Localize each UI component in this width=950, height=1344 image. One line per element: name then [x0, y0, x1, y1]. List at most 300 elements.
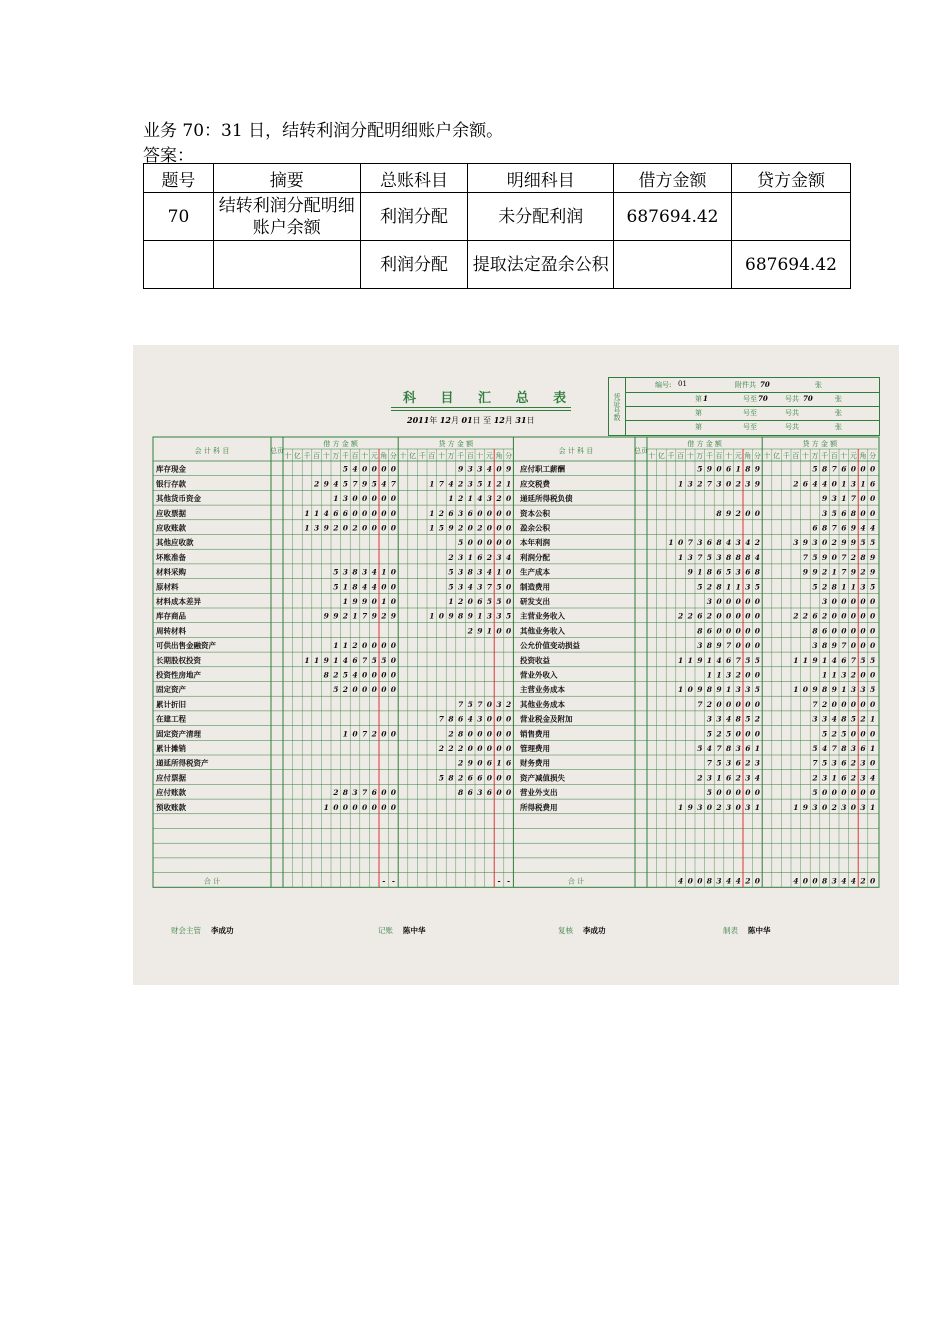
amount-digit: 3 [725, 758, 732, 768]
amount-digit: 2 [448, 729, 454, 739]
amount-digit: 5 [697, 744, 703, 753]
amount-digit: 2 [706, 611, 713, 621]
amount-digit: 0 [725, 479, 732, 489]
amount-digit: 7 [850, 655, 857, 665]
amount-digit: 3 [860, 758, 866, 768]
amount-digit: 3 [812, 641, 818, 651]
amount-digit: 0 [496, 508, 502, 518]
amount-digit: 9 [323, 655, 329, 665]
amount-digit: 2 [486, 552, 493, 562]
amount-digit: 0 [352, 729, 358, 739]
amount-digit: 9 [831, 685, 837, 695]
amount-digit: 3 [850, 479, 857, 489]
amount-digit: 5 [869, 685, 876, 695]
amount-digit: 3 [821, 508, 828, 518]
amount-digit: 0 [860, 699, 866, 709]
amount-digit: 0 [496, 626, 502, 636]
amount-digit: 0 [869, 626, 876, 636]
amount-digit: 9 [850, 523, 857, 533]
amount-digit: 5 [486, 597, 493, 606]
amount-digit: 0 [860, 494, 866, 504]
amount-digit: 0 [860, 611, 866, 621]
amount-digit: 9 [448, 611, 454, 621]
amount-digit: 2 [496, 494, 502, 504]
amount-digit: 8 [706, 641, 713, 651]
amount-digit: 7 [841, 641, 847, 651]
account-name: 投资性房地产 [156, 670, 201, 680]
voucher-side-label: 凭证号数 [609, 378, 626, 435]
digit-header: 千 [418, 452, 426, 460]
amount-digit: 0 [716, 788, 722, 798]
digit-header: 百 [715, 452, 723, 460]
digit-header: 万 [332, 452, 340, 460]
amount-digit: 5 [448, 567, 454, 577]
amount-digit: 4 [352, 464, 358, 474]
digit-header: 十 [725, 452, 733, 460]
amount-digit: 4 [467, 582, 473, 592]
amount-digit: 6 [716, 567, 722, 577]
amount-digit: 0 [831, 699, 837, 709]
amount-digit: 6 [697, 611, 703, 621]
amount-digit: 0 [371, 464, 377, 474]
amount-digit: 4 [745, 538, 751, 548]
amount-digit: 2 [802, 611, 809, 621]
amount-digit: 5 [812, 582, 818, 592]
amount-digit: 6 [706, 626, 713, 636]
amount-digit: 0 [505, 494, 512, 504]
amount-digit: 6 [477, 552, 483, 562]
amount-digit: 0 [477, 744, 483, 753]
account-name: 生产成本 [520, 567, 550, 577]
debit-header: 借 方 金 额 [687, 440, 722, 448]
account-name: 应交税费 [520, 479, 550, 489]
cell-summary: 结转利润分配明细账户余额 [213, 193, 360, 241]
amount-digit: 0 [869, 699, 876, 709]
amount-digit: 5 [496, 582, 502, 592]
amount-digit: 8 [457, 611, 464, 621]
amount-digit: 2 [850, 552, 857, 562]
total-digit: 0 [697, 876, 703, 886]
amount-digit: 0 [860, 597, 866, 606]
amount-digit: 8 [821, 685, 828, 695]
amount-digit: 0 [390, 670, 397, 680]
amount-digit: 5 [448, 582, 454, 592]
amount-digit: 1 [869, 714, 876, 724]
amount-digit: 9 [821, 494, 828, 504]
amount-digit: 0 [735, 611, 741, 621]
amount-digit: 0 [831, 479, 837, 489]
amount-digit: 4 [821, 744, 828, 753]
amount-digit: 1 [677, 802, 684, 812]
amount-digit: 3 [745, 773, 751, 783]
account-name: 可供出售金融资产 [156, 641, 216, 651]
amount-digit: 0 [735, 699, 741, 709]
amount-digit: 7 [687, 538, 693, 548]
amount-digit: 8 [716, 582, 722, 592]
amount-digit: 0 [361, 508, 368, 518]
amount-digit: 9 [323, 523, 329, 533]
amount-digit: 2 [457, 744, 464, 753]
amount-digit: 0 [505, 508, 512, 518]
amount-digit: 5 [706, 552, 713, 562]
amount-digit: 0 [438, 611, 445, 621]
amount-digit: 6 [841, 464, 847, 474]
account-name: 固定资产 [156, 685, 186, 695]
voucher-range-row: 第 1 号至 70 号共 70 张 [625, 392, 879, 407]
amount-digit: 4 [467, 714, 473, 724]
amount-digit: 2 [850, 758, 857, 768]
amount-digit: 1 [677, 552, 684, 562]
amount-digit: 7 [735, 655, 741, 665]
credit-header: 贷 方 金 额 [438, 440, 474, 448]
amount-digit: 1 [505, 479, 512, 489]
amount-digit: 5 [477, 479, 483, 489]
amount-digit: 3 [477, 464, 483, 474]
amount-digit: 3 [486, 611, 493, 621]
total-digit: 0 [687, 876, 693, 886]
amount-digit: 0 [486, 699, 493, 709]
digit-header: 角 [380, 452, 388, 460]
amount-digit: 1 [342, 582, 349, 592]
amount-digit: 1 [793, 685, 799, 695]
amount-digit: 8 [725, 744, 732, 753]
total-label: 合 计 [203, 877, 221, 886]
amount-digit: 1 [448, 597, 454, 606]
amount-digit: 1 [677, 685, 684, 695]
amount-digit: 1 [496, 567, 502, 577]
amount-digit: 0 [371, 508, 377, 518]
amount-digit: 2 [457, 758, 464, 768]
amount-digit: 3 [457, 508, 464, 518]
amount-digit: 5 [725, 567, 732, 577]
amount-digit: 5 [333, 582, 339, 592]
amount-digit: 5 [812, 552, 818, 562]
cell-summary [213, 241, 360, 289]
amount-digit: 0 [381, 685, 387, 695]
amount-digit: 4 [716, 655, 722, 665]
amount-digit: 5 [754, 685, 761, 695]
amount-digit: 2 [716, 802, 722, 812]
amount-digit: 3 [697, 641, 703, 651]
account-name: 研发支出 [520, 597, 550, 606]
amount-digit: 3 [821, 773, 828, 783]
amount-digit: 3 [716, 552, 722, 562]
amount-digit: 1 [677, 655, 684, 665]
amount-digit: 4 [342, 655, 349, 665]
amount-digit: 0 [725, 597, 732, 606]
amount-digit: 5 [697, 464, 703, 474]
amount-digit: 7 [706, 758, 713, 768]
amount-digit: 0 [716, 699, 722, 709]
amount-digit: 0 [505, 597, 512, 606]
amount-digit: 0 [361, 670, 368, 680]
amount-digit: 0 [505, 773, 512, 783]
amount-digit: 6 [342, 508, 349, 518]
amount-digit: 0 [390, 788, 397, 798]
amount-digit: 1 [831, 567, 837, 577]
digit-header: 元 [485, 452, 493, 460]
amount-digit: 9 [467, 611, 473, 621]
amount-digit: 0 [850, 641, 857, 651]
digit-header: 十 [801, 452, 809, 460]
digit-header: 十 [322, 452, 330, 460]
amount-digit: 0 [687, 685, 693, 695]
amount-digit: 2 [438, 508, 445, 518]
amount-digit: 9 [802, 567, 809, 577]
amount-digit: 0 [850, 597, 857, 606]
amount-digit: 1 [342, 729, 349, 739]
amount-digit: 0 [754, 699, 761, 709]
account-name: 其他业务成本 [520, 699, 565, 709]
amount-digit: 9 [687, 567, 693, 577]
amount-digit: 0 [735, 641, 741, 651]
account-name: 应付票据 [156, 773, 186, 783]
amount-digit: 6 [841, 523, 847, 533]
amount-digit: 1 [467, 552, 473, 562]
amount-digit: 1 [429, 508, 435, 518]
amount-digit: 1 [725, 685, 732, 695]
amount-digit: 9 [457, 464, 464, 474]
account-name: 主营业务成本 [520, 685, 565, 695]
amount-digit: 7 [841, 552, 847, 562]
table-row [144, 241, 851, 289]
credit-header: 贷 方 金 额 [802, 440, 838, 448]
amount-digit: 0 [754, 641, 761, 651]
amount-digit: 5 [371, 655, 377, 665]
amount-digit: 5 [841, 729, 847, 739]
amount-digit: 6 [860, 744, 866, 753]
amount-digit: 1 [821, 655, 828, 665]
amount-digit: 0 [496, 538, 502, 548]
amount-digit: 0 [361, 641, 368, 651]
amount-digit: 0 [361, 802, 368, 812]
amount-digit: 1 [841, 685, 847, 695]
amount-digit: 1 [496, 758, 502, 768]
amount-digit: 0 [381, 464, 387, 474]
amount-digit: 2 [754, 714, 761, 724]
digit-header: 万 [811, 452, 819, 460]
amount-digit: 9 [850, 538, 857, 548]
total-digit: 2 [860, 876, 866, 886]
amount-digit: 0 [467, 729, 473, 739]
amount-digit: 2 [352, 641, 358, 651]
amount-digit: 0 [745, 670, 751, 680]
amount-digit: 8 [352, 582, 358, 592]
amount-digit: 0 [390, 494, 397, 504]
amount-digit: 0 [831, 626, 837, 636]
amount-digit: 2 [381, 611, 387, 621]
amount-digit: 9 [352, 597, 358, 606]
amount-digit: 0 [754, 611, 761, 621]
amount-digit: 5 [342, 479, 349, 489]
account-name: 其他货币资金 [156, 494, 201, 504]
amount-digit: 7 [812, 758, 818, 768]
amount-digit: 0 [505, 788, 512, 798]
amount-digit: 4 [371, 567, 377, 577]
digit-header: 千 [667, 452, 675, 460]
amount-digit: 0 [831, 611, 837, 621]
amount-digit: 0 [390, 582, 397, 592]
signature-reviewer: 复核 李成功 [558, 926, 606, 935]
amount-digit: 4 [869, 523, 876, 533]
amount-digit: 1 [304, 655, 310, 665]
amount-digit: 0 [371, 802, 377, 812]
amount-digit: 5 [745, 655, 751, 665]
amount-digit: 6 [745, 744, 751, 753]
account-name: 应付账款 [156, 788, 186, 798]
amount-digit: 0 [486, 714, 493, 724]
amount-digit: 1 [754, 802, 761, 812]
amount-digit: 5 [457, 538, 464, 548]
amount-digit: 5 [467, 699, 473, 709]
amount-digit: 1 [860, 479, 866, 489]
digit-header: 亿 [657, 452, 665, 460]
amount-digit: 2 [706, 699, 713, 709]
amount-digit: 1 [850, 582, 857, 592]
amount-digit: 2 [831, 802, 837, 812]
amount-digit: 1 [831, 773, 837, 783]
amount-digit: 0 [496, 788, 502, 798]
amount-digit: 8 [725, 552, 732, 562]
amount-digit: 1 [831, 670, 837, 680]
digit-header: 十 [840, 452, 848, 460]
amount-digit: 8 [754, 567, 761, 577]
total-digit: - [497, 876, 501, 886]
amount-digit: 1 [821, 670, 828, 680]
amount-digit: 8 [352, 567, 358, 577]
amount-digit: 0 [371, 670, 377, 680]
account-name: 投资收益 [520, 655, 550, 665]
amount-digit: 0 [486, 538, 493, 548]
account-name: 资产减值损失 [520, 773, 565, 783]
amount-digit: 2 [735, 773, 741, 783]
amount-digit: 2 [467, 626, 473, 636]
amount-digit: 0 [371, 641, 377, 651]
amount-digit: 5 [754, 655, 761, 665]
amount-digit: 0 [860, 788, 866, 798]
amount-digit: 4 [754, 552, 761, 562]
amount-digit: 3 [841, 670, 847, 680]
answer-header-row [144, 164, 851, 193]
ledger-title: 科 目 汇 总 表 [403, 391, 577, 406]
amount-digit: 9 [821, 552, 828, 562]
amount-digit: 3 [735, 744, 741, 753]
amount-digit: 3 [313, 523, 320, 533]
digit-header: 十 [763, 452, 771, 460]
amount-digit: 0 [754, 788, 761, 798]
amount-digit: 4 [371, 582, 377, 592]
amount-digit: 7 [831, 744, 837, 753]
amount-digit: 4 [361, 582, 368, 592]
amount-digit: 1 [869, 744, 876, 753]
digit-header: 十 [437, 452, 445, 460]
amount-digit: 5 [333, 685, 339, 695]
amount-digit: 0 [821, 802, 828, 812]
amount-digit: 8 [448, 773, 454, 783]
amount-digit: 0 [841, 626, 847, 636]
amount-digit: 0 [850, 611, 857, 621]
amount-digit: 1 [802, 655, 809, 665]
amount-digit: 3 [860, 582, 866, 592]
amount-digit: 7 [831, 464, 837, 474]
account-name: 递延所得税资产 [156, 758, 209, 768]
amount-digit: 7 [697, 699, 703, 709]
amount-digit: 2 [371, 729, 377, 739]
amount-digit: 7 [361, 611, 368, 621]
amount-digit: 3 [841, 802, 847, 812]
amount-digit: 0 [735, 626, 741, 636]
amount-digit: 9 [467, 758, 473, 768]
account-name: 营业外支出 [520, 788, 558, 798]
amount-digit: 9 [716, 641, 722, 651]
amount-digit: 5 [381, 655, 387, 665]
digit-header: 分 [869, 452, 877, 460]
amount-digit: 2 [687, 611, 693, 621]
signature-bookkeeper: 记账 陈中华 [378, 926, 426, 935]
amount-digit: 8 [745, 552, 751, 562]
amount-digit: 6 [745, 567, 751, 577]
amount-digit: 5 [869, 655, 876, 665]
amount-digit: 7 [850, 494, 857, 504]
amount-digit: 1 [342, 641, 349, 651]
cell-credit: 687694.42 [732, 241, 851, 289]
amount-digit: 0 [869, 670, 876, 680]
amount-digit: 6 [841, 508, 847, 518]
digit-header: 角 [744, 452, 752, 460]
amount-digit: 3 [812, 802, 818, 812]
amount-digit: 3 [754, 758, 761, 768]
amount-digit: 2 [313, 479, 320, 489]
amount-digit: 6 [448, 508, 454, 518]
account-name: 其他应收款 [156, 538, 194, 548]
total-digit: 4 [793, 876, 799, 886]
page-header: 总页 [634, 447, 648, 455]
amount-digit: 5 [860, 655, 866, 665]
ledger-photo [133, 345, 899, 985]
amount-digit: 8 [457, 729, 464, 739]
account-name: 管理费用 [520, 744, 550, 753]
amount-digit: 0 [869, 508, 876, 518]
amount-digit: 0 [802, 685, 809, 695]
amount-digit: 2 [342, 611, 349, 621]
amount-digit: 2 [735, 508, 741, 518]
amount-digit: 9 [869, 552, 876, 562]
amount-digit: 9 [697, 655, 703, 665]
amount-digit: 9 [802, 538, 809, 548]
total-digit: - [382, 876, 386, 886]
total-digit: 4 [677, 876, 684, 886]
amount-digit: 0 [352, 508, 358, 518]
amount-digit: 0 [390, 729, 397, 739]
amount-digit: 5 [860, 538, 866, 548]
amount-digit: 2 [735, 479, 741, 489]
amount-digit: 3 [850, 685, 857, 695]
total-digit: 8 [706, 876, 713, 886]
amount-digit: 0 [860, 626, 866, 636]
amount-digit: 1 [333, 494, 339, 504]
voucher-number-row: 编号: 01 附件共 70 张 [625, 378, 879, 393]
amount-digit: 0 [860, 464, 866, 474]
digit-header: 角 [495, 452, 503, 460]
account-name: 长期股权投资 [156, 655, 201, 665]
amount-digit: 0 [869, 494, 876, 504]
amount-digit: 6 [467, 773, 473, 783]
amount-digit: 7 [352, 479, 358, 489]
cell-general-account: 利润分配 [360, 193, 468, 241]
amount-digit: 3 [860, 802, 866, 812]
total-digit: 0 [869, 876, 876, 886]
amount-digit: 5 [725, 729, 732, 739]
